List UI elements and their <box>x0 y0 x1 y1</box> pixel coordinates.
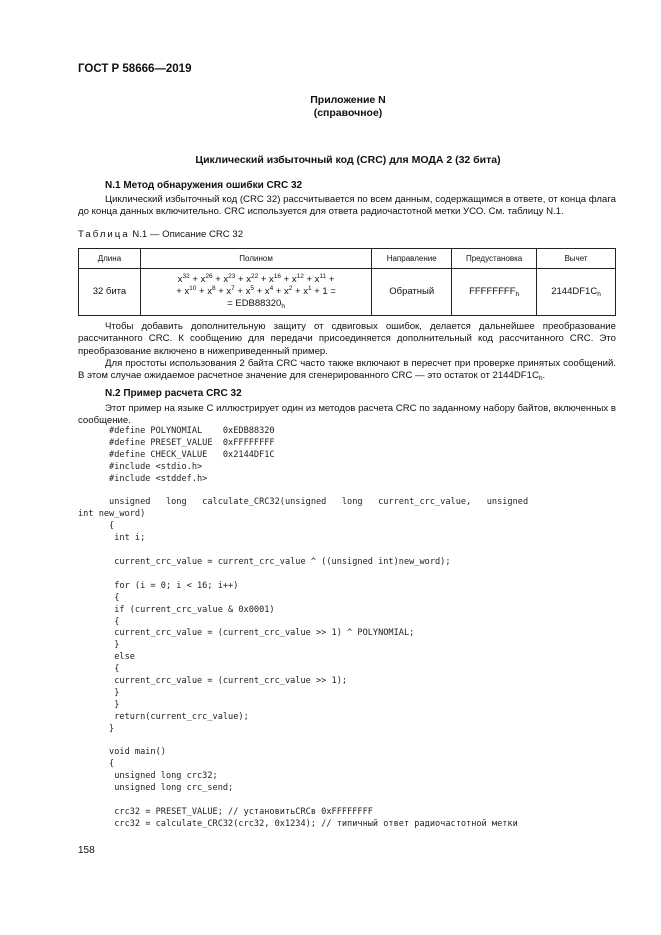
paragraph-simplicity <box>78 358 616 383</box>
table-caption <box>78 229 243 240</box>
n2-paragraph: Этот пример на языке С иллюстрирует один из методов расчета CRC по заданному набору байтов, включенных в сообщение. <box>78 403 616 427</box>
col-header-preset: Предустановка <box>452 249 537 269</box>
crc-table <box>78 248 616 316</box>
page-number: 158 <box>78 845 95 856</box>
col-header-length: Длина <box>79 249 141 269</box>
cell-direction: Обратный <box>372 269 452 316</box>
preset-value: FFFFFFFF <box>469 286 516 297</box>
col-header-residue: Вычет <box>537 249 616 269</box>
polynomial-formula: $x^{32} + x^{26} + x^{23} + x^{22} + x^{16} + x^{12} + x^{11}$ + + $x^{10} + x^8 + x^7 + x^5 + x^4 + x^2 + x^1 + 1$ = = $EDB88320_h$ <box>176 273 336 310</box>
cell-preset <box>452 269 537 316</box>
paragraph-simplicity-end: . <box>542 370 546 382</box>
table-header-row <box>79 249 616 269</box>
appendix-heading <box>78 94 618 120</box>
cell-residue <box>537 269 616 316</box>
section-title: Циклический избыточный код (CRC) для МОДА 2 (32 бита) <box>195 154 501 166</box>
table-caption-prefix: Таблица <box>78 229 130 240</box>
paragraph-shift-errors: Чтобы добавить дополнительную защиту от сдвиговых ошибок, делается дальнейшее преобразование рассчитанного CRC. К сообщению для передачи присоединяется дополнительный код рассчитанного CRC. Это преобразование включено в нижеприведенный пример. <box>78 321 616 357</box>
appendix-subtitle: (справочное) <box>313 107 383 119</box>
cell-length: 32 бита <box>79 269 141 316</box>
n2-heading: N.2 Пример расчета CRC 32 <box>105 388 242 399</box>
document-header: ГОСТ Р 58666—2019 <box>78 63 192 75</box>
col-header-polynomial: Полином <box>140 249 371 269</box>
n1-paragraph: Циклический избыточный код (CRC 32) рассчитывается по всем данным, содержащимся в ответе, от конца флага до конца данных включительно. CRC используется для ответа радиочастотной метки УСО. См. таблицу N.1. <box>78 194 616 218</box>
residue-subscript: h <box>597 291 601 298</box>
cell-polynomial <box>140 269 371 316</box>
paragraph-simplicity-subscript: h <box>538 375 543 383</box>
preset-subscript: h <box>515 291 520 298</box>
residue-value: 2144DF1C <box>551 286 598 297</box>
n1-heading: N.1 Метод обнаружения ошибки CRC 32 <box>105 180 303 191</box>
col-header-direction: Направление <box>372 249 452 269</box>
c-code-listing: #define POLYNOMIAL 0xEDB88320 #define PRESET_VALUE 0xFFFFFFFF #define CHECK_VALUE 0x2144DF1C #include <stdio.h> #include <stddef.h> unsigned long calculate_CRC32(unsigned long current_crc_value, unsigned int new_word) { int i; current_crc_value = current_crc_value ^ ((unsigned int)new_word); for (i = 0; i < 16; i++) { if (current_crc_value & 0x0001) { current_crc_value = (current_crc_value >> 1) ^ POLYNOMIAL; } else { current_crc_value = (current_crc_value >> 1); } } return(current_crc_value); } void main() { unsigned long crc32; unsigned long crc_send; crc32 = PRESET_VALUE; // установитьCRCв 0xFFFFFFFF crc32 = calculate_CRC32(crc32, 0x1234); // типичный ответ радиочастотной метки <box>78 426 529 829</box>
table-caption-text: N.1 — Описание CRC 32 <box>129 229 244 240</box>
paragraph-simplicity-text: Для простоты использования 2 байта CRC часто также включают в пересчет при проверке принятых сообщений. В этом случае ожидаемое расчетное значение для сгенерированного CRC — это остаток от 2144DF1C <box>78 358 616 382</box>
appendix-title: Приложение N <box>310 94 386 106</box>
table-row <box>79 269 616 316</box>
